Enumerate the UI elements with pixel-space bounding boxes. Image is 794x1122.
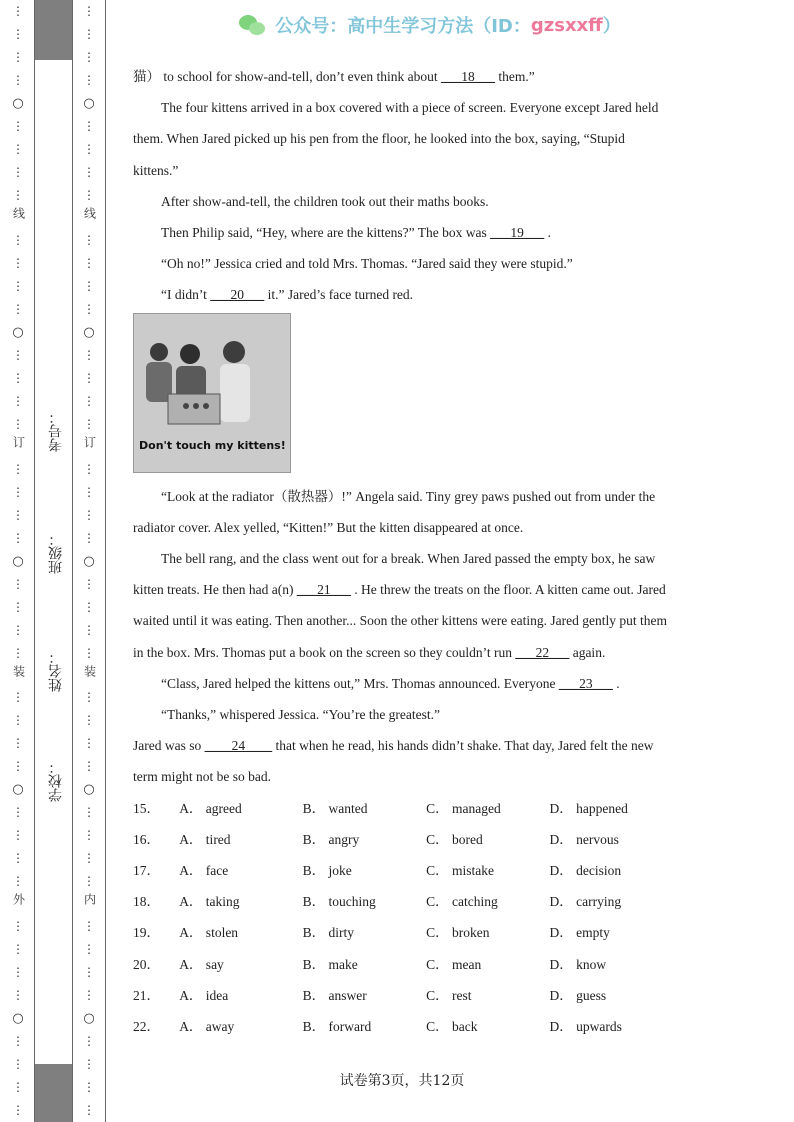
question-row (133, 917, 673, 948)
circle-mark: ○ (12, 96, 24, 111)
option-d: D． upwards (549, 1018, 622, 1034)
paragraph-8: The bell rang, and the class went out for a break. When Jared passed the empty box, he saw kitten treats. He then had a(n) ___21___ . He threw the treats on the floor. A kitten came out. Jared waited until it was eating. Then another... Soon the other kittens were eating. Jared gently put them in the box. Mrs. Thomas put a book on the screen so they couldn’t run ___22___ again. (133, 551, 667, 660)
paragraph-4: Then Philip said, “Hey, where are the kittens?” The box was ___19___ . (161, 225, 551, 241)
option-c: C． mistake (426, 863, 494, 879)
option-a: A． taking (179, 894, 240, 910)
blank-23: ___23___ (558, 675, 613, 691)
option-d: D． carrying (549, 894, 622, 910)
paragraph-1: 猫） to school for show-and-tell, don’t even think about ___18___ them.” (133, 69, 535, 84)
option-d: D． empty (549, 925, 610, 941)
blank-24: ____24____ (204, 738, 273, 754)
passage-content (133, 61, 673, 1042)
binding-line-mid (72, 0, 73, 1122)
circle-mark: ○ (12, 553, 24, 569)
option-b: B． angry (302, 831, 360, 847)
option-b: B． joke (302, 863, 352, 879)
page-footer: 试卷第3页，共12页 (339, 1073, 465, 1089)
option-b: B． answer (302, 987, 367, 1003)
inner-mark: 装 (82, 664, 97, 677)
option-b: B． dirty (302, 925, 355, 941)
blank-21: ___21___ (296, 582, 351, 598)
blank-19: ___19___ (490, 225, 545, 241)
illustration-caption: Don't touch my kittens! (139, 439, 286, 453)
option-c: C． rest (426, 987, 472, 1003)
exam-number-label: 考号： (48, 410, 64, 452)
circle-mark: ○ (83, 324, 95, 340)
option-d: D． nervous (549, 831, 619, 847)
question-number: 22． (133, 1018, 160, 1034)
option-b: B． wanted (302, 800, 368, 816)
paragraph-6: “I didn’t ___20___ it.” Jared’s face turned red. (161, 287, 414, 303)
option-d: D． decision (549, 863, 622, 879)
question-number: 16． (133, 831, 160, 847)
option-c: C． back (426, 1018, 478, 1034)
circle-mark: ○ (12, 1011, 24, 1026)
outer-mark: 线 (11, 207, 26, 219)
option-a: A． agreed (179, 800, 242, 816)
outer-mark: 订 (11, 435, 26, 448)
option-c: C． catching (426, 894, 498, 910)
circle-mark: ○ (83, 782, 95, 798)
option-a: A． away (179, 1018, 235, 1034)
option-a: A． idea (179, 987, 229, 1003)
blank-22: ___22___ (515, 644, 570, 660)
question-row (133, 949, 673, 980)
watermark-header (200, 10, 660, 40)
wechat-icon (239, 13, 267, 37)
question-number: 19． (133, 925, 160, 941)
option-a: A． face (179, 863, 229, 879)
binding-line-right (105, 0, 106, 1122)
paragraph-9: “Class, Jared helped the kittens out,” Mrs. Thomas announced. Everyone ___23___ . (161, 675, 620, 691)
question-number: 18． (133, 894, 160, 910)
inner-mark: 内 (82, 893, 97, 906)
name-label: 姓名： (48, 650, 64, 692)
blank-18: ___18___ (440, 69, 495, 84)
paragraph-5: “Oh no!” Jessica cried and told Mrs. Thomas. “Jared said they were stupid.” (161, 256, 573, 272)
circle-mark: ○ (83, 1011, 95, 1026)
option-b: B． touching (302, 894, 376, 910)
option-c: C． managed (426, 800, 501, 816)
paragraph-3: After show-and-tell, the children took out their maths books. (161, 193, 489, 209)
binding-line-left (34, 0, 35, 1122)
option-a: A． say (179, 956, 224, 972)
question-row (133, 793, 673, 824)
paragraph-2: The four kittens arrived in a box covered with a piece of screen. Everyone except Jared held them. When Jared picked up his pen from the floor, he looked into the box, saying, “Stupid kittens.” (133, 100, 659, 178)
option-c: C． mean (426, 956, 482, 972)
option-a: A． tired (179, 831, 231, 847)
class-label: 班级： (48, 532, 64, 574)
circle-mark: ○ (12, 782, 24, 798)
question-row (133, 980, 673, 1011)
header-suffix: ） (602, 16, 621, 37)
option-b: B． forward (302, 1018, 372, 1034)
binding-margin (0, 0, 106, 1122)
question-number: 15． (133, 800, 160, 816)
question-number: 20． (133, 956, 160, 972)
option-c: C． broken (426, 925, 490, 941)
circle-mark: ○ (12, 324, 24, 340)
answer-options (133, 793, 673, 1043)
option-d: D． guess (549, 987, 607, 1003)
inner-mark: 订 (82, 435, 97, 448)
kittens-illustration (133, 313, 291, 473)
paragraph-11: Jared was so ____24____ that when he read, his hands didn’t shake. That day, Jared felt the new term might not be so bad. (133, 738, 654, 785)
option-d: D． know (549, 956, 607, 972)
circle-mark: ○ (83, 96, 95, 111)
header-id: gzsxxff (530, 14, 603, 36)
paragraph-10: “Thanks,” whispered Jessica. “You’re the greatest.” (161, 707, 441, 723)
outer-dotted-column: ⋮ ⋮ ⋮ ⋮ ○ ⋮ ⋮ ⋮ ⋮ 线 ⋮ ⋮ ⋮ ⋮ ○ ⋮ ⋮ ⋮ ⋮ 订 ⋮ ⋮ ⋮ ⋮ ○ ⋮ ⋮ ⋮ ⋮ 装 ⋮ ⋮ ⋮ ⋮ ○ ⋮ ⋮ ⋮ ⋮ 外 ⋮ ⋮ ⋮ ⋮ ○ ⋮ ⋮ ⋮ ⋮ (12, 0, 24, 1122)
question-row (133, 855, 673, 886)
question-row (133, 1011, 673, 1042)
binding-gray-band-top (34, 0, 72, 60)
header-prefix: 公众号：高中生学习方法（ID： (275, 16, 531, 37)
outer-mark: 装 (11, 664, 26, 677)
option-a: A． stolen (179, 925, 239, 941)
outer-mark: 外 (11, 893, 26, 906)
paragraph-7: “Look at the radiator（散热器）!” Angela said. Tiny grey paws pushed out from under the radiator cover. Alex yelled, “Kitten!” But the kitten disappeared at once. (133, 488, 656, 535)
question-row (133, 886, 673, 917)
question-number: 21． (133, 987, 160, 1003)
school-label: 学校： (48, 760, 64, 802)
question-row (133, 824, 673, 855)
inner-mark: 线 (82, 207, 97, 219)
option-b: B． make (302, 956, 358, 972)
circle-mark: ○ (83, 553, 95, 569)
option-d: D． happened (549, 800, 628, 816)
question-number: 17． (133, 863, 160, 879)
option-c: C． bored (426, 831, 483, 847)
inner-dotted-column: ⋮ ⋮ ⋮ ⋮ ○ ⋮ ⋮ ⋮ ⋮ 线 ⋮ ⋮ ⋮ ⋮ ○ ⋮ ⋮ ⋮ ⋮ 订 ⋮ ⋮ ⋮ ⋮ ○ ⋮ ⋮ ⋮ ⋮ 装 ⋮ ⋮ ⋮ ⋮ ○ ⋮ ⋮ ⋮ ⋮ 内 ⋮ ⋮ ⋮ ⋮ ○ ⋮ ⋮ ⋮ ⋮ (83, 0, 95, 1122)
blank-20: ___20___ (210, 287, 265, 303)
